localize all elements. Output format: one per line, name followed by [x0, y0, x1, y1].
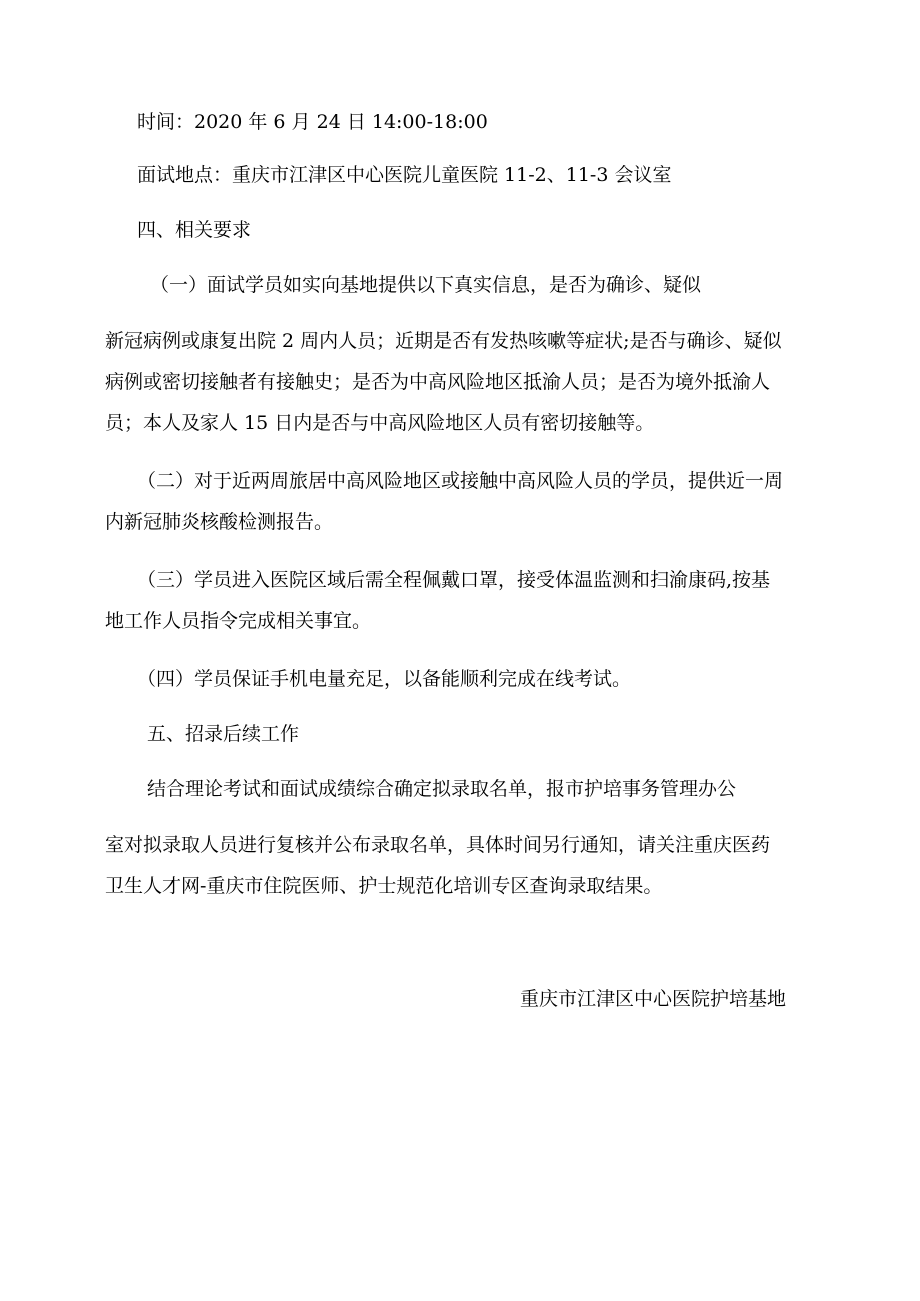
section-4-heading: 四、相关要求	[137, 219, 252, 241]
requirement-1-line-2: 新冠病例或康复出院 2 周内人员；近期是否有发热咳嗽等症状;是否与确诊、疑似	[105, 330, 782, 352]
interview-location: 面试地点：重庆市江津区中心医院儿童医院 11-2、11-3 会议室	[137, 164, 672, 186]
interview-time: 时间：2020 年 6 月 24 日 14:00-18:00	[137, 111, 488, 133]
requirement-3-line-1: （三）学员进入医院区域后需全程佩戴口罩，接受体温监测和扫渝康码,按基	[137, 569, 771, 591]
requirement-3-line-2: 地工作人员指令完成相关事宜。	[105, 610, 372, 632]
section-5-heading: 五、招录后续工作	[147, 723, 300, 745]
requirement-1-line-3: 病例或密切接触者有接触史；是否为中高风险地区抵渝人员；是否为境外抵渝人	[105, 371, 771, 393]
requirement-2-line-2: 内新冠肺炎核酸检测报告。	[105, 511, 334, 533]
requirement-1-line-4: 员；本人及家人 15 日内是否与中高风险地区人员有密切接触等。	[105, 412, 655, 434]
section-5-line-3: 卫生人才网-重庆市住院医师、护士规范化培训专区查询录取结果。	[105, 875, 663, 897]
section-5-line-2: 室对拟录取人员进行复核并公布录取名单，具体时间另行通知，请关注重庆医药	[105, 834, 771, 856]
requirement-1-line-1: （一）面试学员如实向基地提供以下真实信息，是否为确诊、疑似	[150, 274, 702, 296]
section-5-line-1: 结合理论考试和面试成绩综合确定拟录取名单，报市护培事务管理办公	[147, 778, 737, 800]
requirement-4-line-1: （四）学员保证手机电量充足，以备能顺利完成在线考试。	[137, 668, 632, 690]
requirement-2-line-1: （二）对于近两周旅居中高风险地区或接触中高风险人员的学员，提供近一周	[137, 470, 784, 492]
signature: 重庆市江津区中心医院护培基地	[520, 988, 787, 1010]
